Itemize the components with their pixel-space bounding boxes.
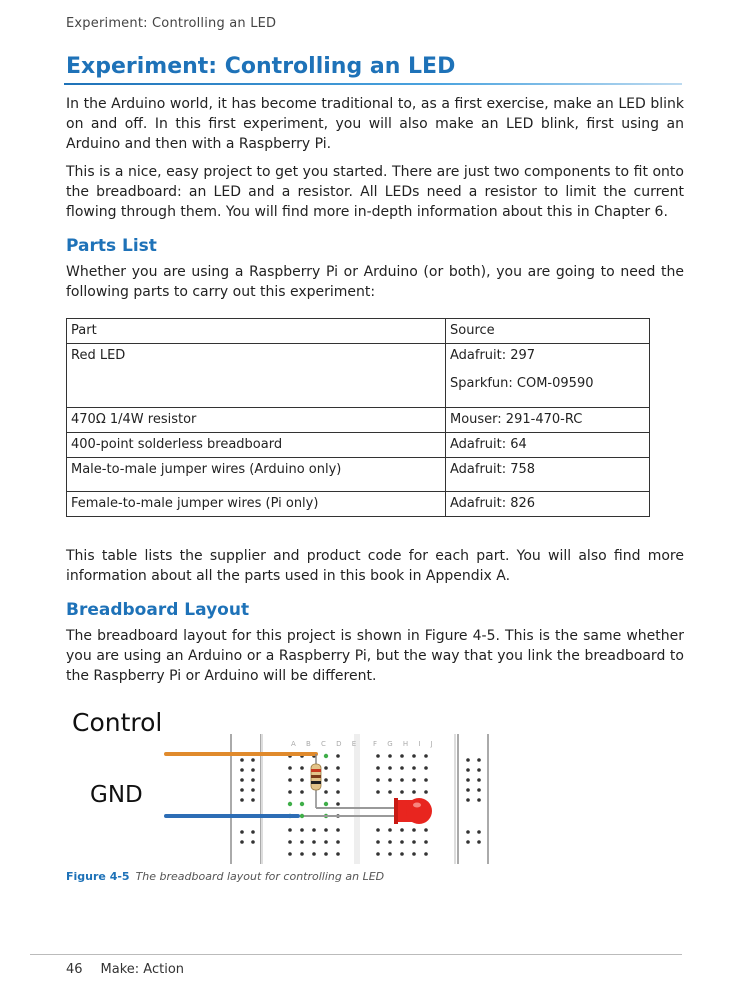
heading-rule: [64, 83, 682, 85]
parts-list-lead: Whether you are using a Raspberry Pi or Arduino (or both), you are going to need the following parts to carry out this experiment:: [66, 264, 684, 300]
column-letters-right: F G H I J: [373, 740, 437, 748]
source-cell: [446, 408, 650, 433]
footer-rule: [30, 954, 682, 955]
figure-number: Figure 4-5: [66, 870, 130, 883]
source-line: Adafruit: 297: [450, 348, 536, 363]
table-header-row: [67, 319, 650, 344]
table-row: [67, 458, 650, 492]
figure-caption: [66, 870, 384, 883]
source-cell: [446, 433, 650, 458]
table-row: [67, 492, 650, 517]
table-row: [67, 408, 650, 433]
source-line: Mouser: 291-470-RC: [450, 412, 583, 427]
intro-paragraph-2: This is a nice, easy project to get you started. There are just two components to fit onto the breadboard: an LED and a resistor. All LEDs need a resistor to limit the current flowing through them. You will find more in-depth information about this in Chapter 6.: [66, 164, 684, 220]
breadboard-figure: [66, 708, 496, 868]
part-cell: 400-point solderless breadboard: [67, 433, 446, 458]
parts-list-note: This table lists the supplier and product code for each part. You will also find more information about all the parts used in this book in Appendix A.: [66, 548, 684, 584]
running-head: Experiment: Controlling an LED: [66, 16, 277, 31]
source-cell: [446, 458, 650, 492]
page-number: 46: [66, 962, 83, 977]
column-letters-left: A B C D E: [291, 740, 361, 748]
page-heading: Experiment: Controlling an LED: [66, 54, 456, 79]
right-rail-holes: [466, 758, 481, 844]
resistor: [311, 754, 321, 808]
parts-list-heading: Parts List: [66, 236, 157, 256]
column-header-part: Part: [67, 319, 446, 344]
source-line: Adafruit: 758: [450, 462, 536, 477]
figure-label-control: Control: [72, 708, 163, 737]
figure-caption-text: The breadboard layout for controlling an LED: [135, 870, 385, 883]
intro-paragraph-1: In the Arduino world, it has become traditional to, as a first exercise, make an LED blink on and off. In this first experiment, you will also make an LED blink, first using an Arduino and then with a Raspberry Pi.: [66, 96, 684, 152]
breadboard-heading: Breadboard Layout: [66, 600, 250, 620]
part-cell: Red LED: [67, 344, 446, 408]
column-header-source: Source: [446, 319, 650, 344]
red-led: [394, 798, 432, 824]
parts-table: [66, 318, 650, 517]
source-line: Adafruit: 64: [450, 437, 527, 452]
source-cell: [446, 492, 650, 517]
table-row: [67, 344, 650, 408]
part-cell: Female-to-male jumper wires (Pi only): [67, 492, 446, 517]
source-cell: [446, 344, 650, 408]
part-cell: 470Ω 1/4W resistor: [67, 408, 446, 433]
left-rail-holes: [240, 758, 255, 844]
breadboard-paragraph: The breadboard layout for this project is shown in Figure 4-5. This is the same whether you are using an Arduino or a Raspberry Pi, but the way that you link the breadboard to the Raspberry Pi or Arduino will be different.: [66, 628, 684, 684]
table-row: [67, 433, 650, 458]
figure-label-gnd: GND: [90, 782, 143, 808]
part-cell: Male-to-male jumper wires (Arduino only): [67, 458, 446, 492]
source-line: Sparkfun: COM-09590: [450, 376, 594, 391]
book-title: Make: Action: [100, 962, 185, 977]
footer: [66, 962, 184, 977]
source-line: Adafruit: 826: [450, 496, 536, 511]
